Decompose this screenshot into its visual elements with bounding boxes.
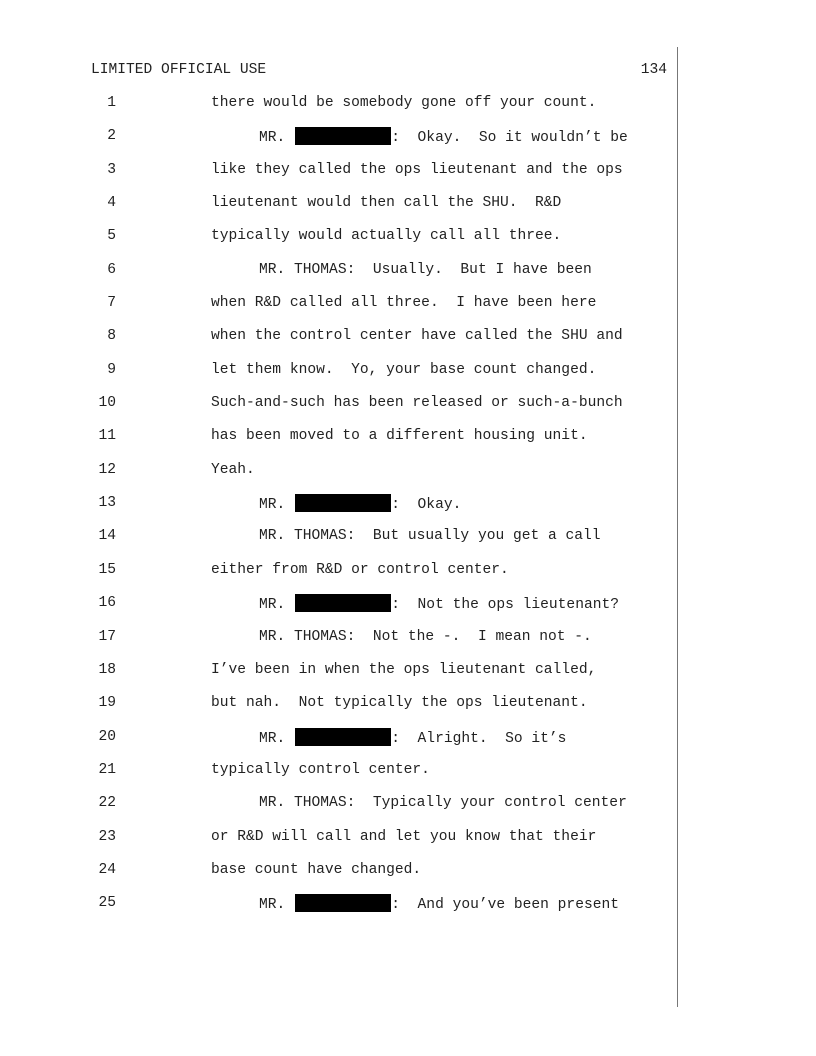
transcript-line (0, 894, 816, 927)
redaction-box (295, 594, 391, 612)
redaction-box (295, 494, 391, 512)
line-number: 18 (98, 661, 116, 678)
speaker-prefix: MR. (259, 730, 286, 747)
line-text: let them know. Yo, your base count changed. (211, 361, 597, 378)
transcript-line (0, 294, 816, 327)
transcript-line (0, 661, 816, 694)
transcript-line (0, 261, 816, 294)
transcript-line (0, 728, 816, 761)
line-number: 2 (107, 128, 116, 145)
line-text: or R&D will call and let you know that their (211, 828, 597, 845)
line-number: 4 (107, 195, 116, 212)
line-number: 25 (98, 895, 116, 912)
classification-header: LIMITED OFFICIAL USE (91, 62, 267, 78)
page-number: 134 (640, 62, 667, 78)
line-number: 22 (98, 795, 116, 812)
line-text: there would be somebody gone off your count. (211, 95, 597, 111)
transcript-line (0, 127, 816, 160)
transcript-line (0, 828, 816, 861)
transcript-line (0, 761, 816, 794)
line-text: when the control center have called the SHU and (211, 328, 623, 345)
redaction-box (295, 728, 391, 746)
line-text: I’ve been in when the ops lieutenant called, (211, 661, 597, 678)
transcript-line (0, 794, 816, 827)
line-number: 5 (107, 228, 116, 245)
speaker-prefix: MR. (259, 130, 286, 147)
line-number: 14 (98, 528, 116, 545)
line-text: Yeah. (211, 461, 255, 478)
speaker-remark: : And you’ve been present (391, 897, 619, 914)
line-text: base count have changed. (211, 861, 422, 878)
transcript-line (0, 427, 816, 460)
line-number: 24 (98, 861, 116, 878)
transcript-line (0, 227, 816, 260)
transcript-line (0, 594, 816, 627)
transcript-line (0, 161, 816, 194)
line-number: 16 (98, 595, 116, 612)
transcript-lines (0, 94, 816, 928)
line-text (259, 594, 619, 614)
line-number: 7 (107, 295, 116, 312)
speaker-remark: : Not the ops lieutenant? (391, 597, 619, 614)
line-text: MR. THOMAS: Typically your control center (259, 795, 627, 812)
line-text: Such-and-such has been released or such-a-bunch (211, 395, 623, 412)
line-number: 23 (98, 828, 116, 845)
line-text (259, 728, 566, 748)
transcript-line (0, 694, 816, 727)
line-number: 9 (107, 361, 116, 378)
line-number: 11 (98, 428, 116, 445)
line-text: lieutenant would then call the SHU. R&D (211, 195, 562, 212)
transcript-line (0, 194, 816, 227)
line-text: MR. THOMAS: Usually. But I have been (259, 261, 592, 278)
line-text: typically would actually call all three. (211, 228, 562, 245)
line-number: 19 (98, 695, 116, 712)
line-text (259, 894, 619, 914)
line-text: MR. THOMAS: But usually you get a call (259, 528, 601, 545)
redaction-box (295, 127, 391, 145)
line-text (259, 127, 628, 147)
line-number: 10 (98, 395, 116, 412)
line-number: 17 (98, 628, 116, 645)
transcript-line (0, 461, 816, 494)
transcript-line (0, 94, 816, 127)
transcript-line (0, 361, 816, 394)
line-number: 6 (107, 261, 116, 278)
line-text: typically control center. (211, 761, 430, 778)
line-number: 8 (107, 328, 116, 345)
line-number: 15 (98, 561, 116, 578)
transcript-line (0, 327, 816, 360)
transcript-line (0, 527, 816, 560)
speaker-remark: : Alright. So it’s (391, 730, 567, 747)
line-number: 20 (98, 728, 116, 745)
speaker-remark: : Okay. So it wouldn’t be (391, 130, 628, 147)
line-text: but nah. Not typically the ops lieutenant. (211, 695, 588, 712)
line-text: like they called the ops lieutenant and the ops (211, 161, 623, 178)
line-number: 3 (107, 161, 116, 178)
line-number: 1 (107, 95, 116, 111)
line-text (259, 494, 461, 514)
line-number: 12 (98, 461, 116, 478)
speaker-prefix: MR. (259, 497, 286, 514)
line-text: has been moved to a different housing unit. (211, 428, 588, 445)
transcript-line (0, 861, 816, 894)
transcript-line (0, 494, 816, 527)
speaker-prefix: MR. (259, 897, 286, 914)
redaction-box (295, 894, 391, 912)
transcript-line (0, 561, 816, 594)
line-number: 13 (98, 495, 116, 512)
line-number: 21 (98, 761, 116, 778)
line-text: MR. THOMAS: Not the -. I mean not -. (259, 628, 592, 645)
line-text: when R&D called all three. I have been here (211, 295, 597, 312)
line-text: either from R&D or control center. (211, 561, 509, 578)
transcript-line (0, 394, 816, 427)
speaker-remark: : Okay. (391, 497, 462, 514)
speaker-prefix: MR. (259, 597, 286, 614)
transcript-line (0, 628, 816, 661)
